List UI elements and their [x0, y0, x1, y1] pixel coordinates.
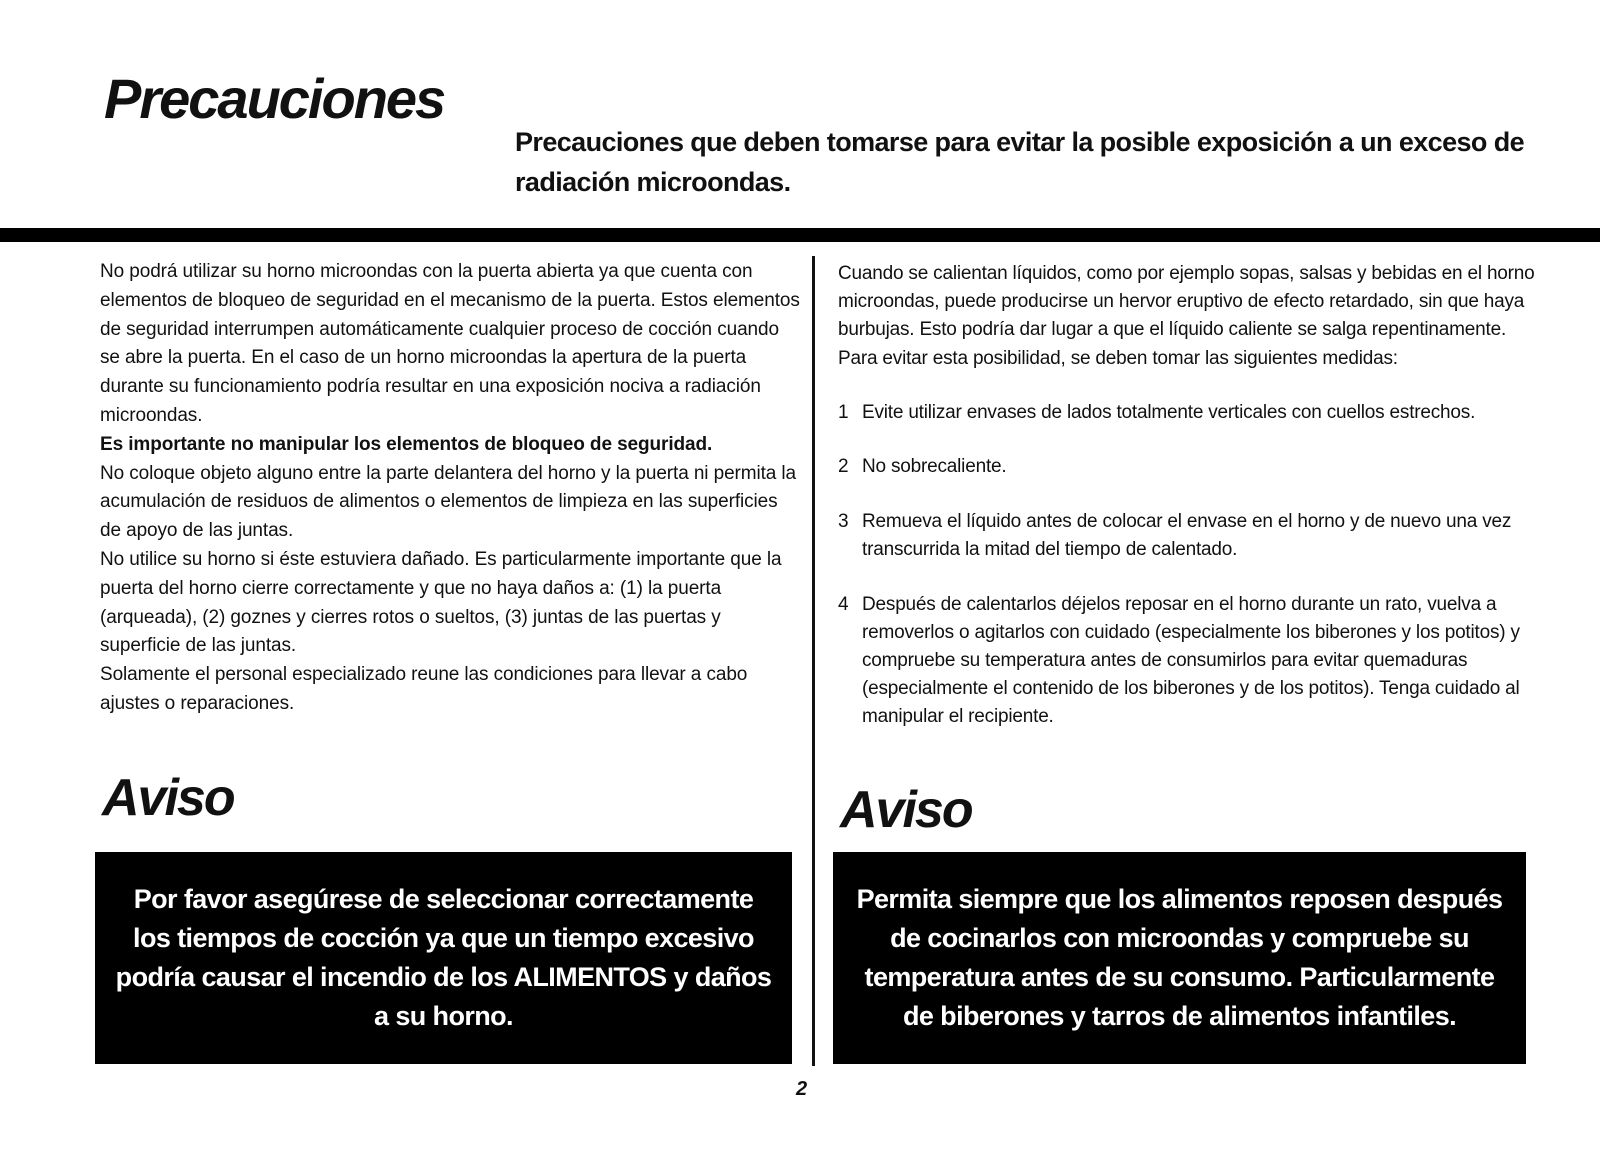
door-obstruction-paragraph: No coloque objeto alguno entre la parte delantera del horno y la puerta ni permita la acumulación de residuos de alimentos o elementos de limpieza en las superficies de apoyo de las juntas. [100, 462, 797, 542]
warning-heading-left: Aviso [102, 769, 234, 827]
warning-text-left: Por favor asegúrese de seleccionar correctamente los tiempos de cocción ya que un tiempo excesivo podría causar el incendio de los ALIMENTOS y daños a su horno. [115, 884, 772, 1031]
warning-heading-right: Aviso [840, 781, 972, 839]
list-item-number: 2 [838, 456, 849, 478]
column-divider [812, 256, 815, 1066]
list-item-number: 1 [838, 401, 849, 423]
header-rule [0, 228, 1600, 242]
warning-box-left [95, 852, 792, 1064]
warning-text-right: Permita siempre que los alimentos reposen después de cocinarlos con microondas y compruebe su temperatura antes de su consumo. Particularmente de biberones y tarros de alimentos infantiles. [856, 884, 1503, 1031]
list-item-text: Evite utilizar envases de lados totalmente verticales con cuellos estrechos. [862, 401, 1476, 423]
list-item-text: No sobrecaliente. [862, 456, 1007, 478]
list-item-number: 4 [838, 593, 849, 615]
damage-paragraph: No utilice su horno si éste estuviera dañado. Es particularmente importante que la puerta del horno cierre correctamente y que no haya daños a: (1) la puerta (arqueada), (2) goznes y cierres rotos o sueltos, (3) juntas de las puertas y superficie de las juntas. [100, 548, 782, 657]
page-number: 2 [796, 1078, 808, 1100]
list-item-number: 3 [838, 511, 849, 533]
interlock-emphasis: Es importante no manipular los elementos de bloqueo de seguridad. [100, 433, 713, 455]
page-subtitle: Precauciones que deben tomarse para evitar la posible exposición a un exceso de radiación microondas. [515, 127, 1525, 197]
right-column [838, 260, 1538, 758]
safety-interlock-paragraph: No podrá utilizar su horno microondas con la puerta abierta ya que cuenta con elementos de bloqueo de seguridad en el mecanismo de la puerta. Estos elementos de seguridad interrumpen automáticamente cualquier proceso de cocción cuando se abre la puerta. En el caso de un horno microondas la apertura de la puerta durante su funcionamiento podría resultar en una exposición nociva a radiación microondas. [100, 261, 800, 426]
list-item-text: Después de calentarlos déjelos reposar en el horno durante un rato, vuelva a removerlos o agitarlos con cuidado (especialmente los biberones y los potitos) y compruebe su temperatura antes de consumirlos para evitar quemaduras (especialmente el contenido de los biberones y de los potitos). Tenga cuidado al manipular el recipiente. [862, 593, 1520, 728]
list-item [838, 453, 1538, 481]
page-title: Precauciones [104, 67, 445, 130]
service-paragraph: Solamente el personal especializado reune las condiciones para llevar a cabo ajustes o reparaciones. [100, 664, 748, 714]
left-column [100, 258, 800, 719]
warning-box-right [833, 852, 1526, 1064]
list-item [838, 399, 1538, 427]
measures-list [838, 399, 1538, 732]
list-item [838, 591, 1538, 732]
liquids-intro: Cuando se calientan líquidos, como por ejemplo sopas, salsas y bebidas en el horno microondas, puede producirse un hervor eruptivo de efecto retardado, sin que haya burbujas. Esto podría dar lugar a que el líquido caliente se salga repentinamente. Para evitar esta posibilidad, se deben tomar las siguientes medidas: [838, 263, 1535, 369]
list-item-text: Remueva el líquido antes de colocar el envase en el horno y de nuevo una vez transcurrida la mitad del tiempo de calentado. [862, 511, 1512, 561]
list-item [838, 508, 1538, 564]
